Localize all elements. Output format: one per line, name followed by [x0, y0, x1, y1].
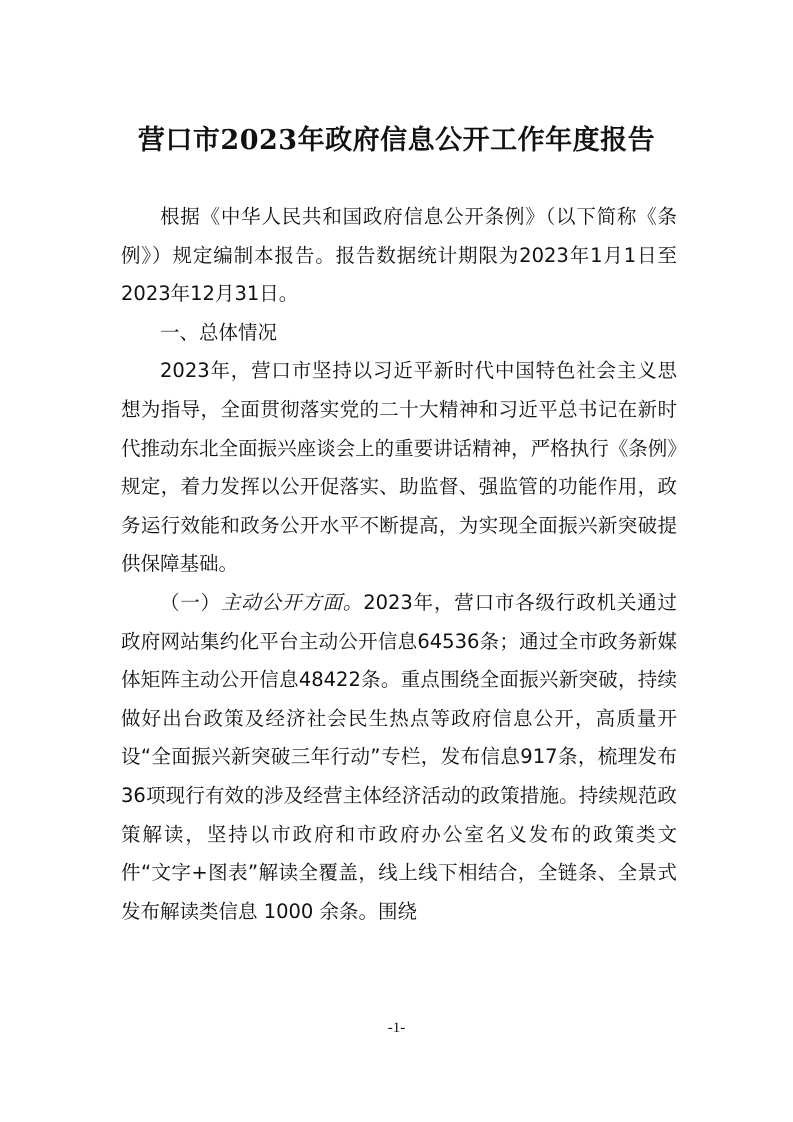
subsection-number: （一）	[160, 590, 221, 614]
section-heading: 一、总体情况	[160, 320, 278, 344]
paragraph-proactive-disclosure	[121, 584, 677, 931]
document-title: 营口市2023年政府信息公开工作年度报告	[137, 125, 656, 156]
paragraph-intro: 根据《中华人民共和国政府信息公开条例》（以下简称《条例》）规定编制本报告。报告数据统计期限为2023年1月1日至2023年12月31日。	[121, 205, 677, 306]
document-body	[121, 198, 677, 931]
subsection-text: 2023年，营口市各级行政机关通过政府网站集约化平台主动公开信息64536条；通过全市政务新媒体矩阵主动公开信息48422条。重点围绕全面振兴新突破，持续做好出台政策及经济社会民生热点等政府信息公开，高质量开设“全面振兴新突破三年行动”专栏，发布信息917条，梳理发布36项现行有效的涉及经营主体经济活动的政策措施。持续规范政策解读，坚持以市政府和市政府办公室名义发布的政策类文件“文字+图表”解读全覆盖，线上线下相结合，全链条、全景式发布解读类信息 1000 余条。围绕	[121, 590, 677, 923]
subsection-title: 主动公开方面。	[220, 590, 364, 614]
paragraph-overview: 2023年，营口市坚持以习近平新时代中国特色社会主义思想为指导，全面贯彻落实党的二十大精神和习近平总书记在新时代推动东北全面振兴座谈会上的重要讲话精神，严格执行《条例》规定，着力发挥以公开促落实、助监督、强监管的功能作用，政务运行效能和政务公开水平不断提高，为实现全面振兴新突破提供保障基础。	[121, 359, 677, 576]
page-number: -1-	[387, 1020, 406, 1036]
